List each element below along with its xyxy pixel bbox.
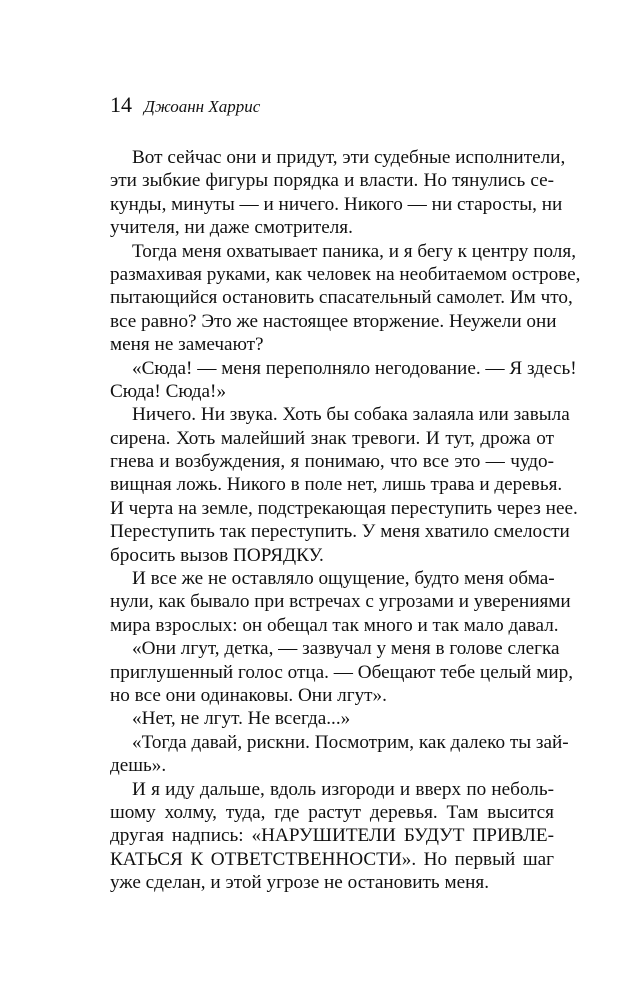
text-line: приглушенный голос отца. — Обещают тебе целый мир,: [110, 661, 574, 683]
text-line: все равно? Это же настоящее вторжение. Неужели они: [110, 310, 557, 332]
text-line: другая надпись: «НАРУШИТЕЛИ БУДУТ ПРИВЛЕ-: [110, 825, 554, 847]
text-line: дешь».: [110, 755, 167, 777]
text-line: Сюда! Сюда!»: [110, 380, 227, 402]
text-line: Ничего. Ни звука. Хоть бы собака залаяла или завыла: [132, 404, 570, 426]
text-line: Вот сейчас они и придут, эти судебные исполнители,: [132, 147, 566, 168]
text-line: «Нет, не лгут. Не всегда...»: [132, 708, 351, 730]
text-line: Тогда меня охватывает паника, и я бегу к центру поля,: [132, 240, 577, 262]
text-line: учителя, ни даже смотрителя.: [110, 217, 353, 239]
text-line: сирена. Хоть малейший знак тревоги. И тут, дрожа от: [110, 427, 554, 449]
text-line: «Тогда давай, рискни. Посмотрим, как далеко ты зай-: [132, 731, 569, 753]
text-line: И черта на земле, подстрекающая переступить через нее.: [110, 497, 578, 519]
page-header: [110, 92, 260, 118]
text-line: эти зыбкие фигуры порядка и власти. Но тянулись се-: [110, 170, 554, 192]
text-line: гнева и возбуждения, я понимаю, что все это — чудо-: [110, 451, 554, 473]
text-line: КАТЬСЯ К ОТВЕТСТВЕННОСТИ». Но первый шаг: [110, 848, 554, 870]
text-line: бросить вызов ПОРЯДКУ.: [110, 544, 324, 566]
text-line: меня не замечают?: [110, 334, 264, 356]
text-line: И все же не оставляло ощущение, будто меня обма-: [132, 568, 555, 590]
running-title: Джоанн Харрис: [144, 97, 261, 116]
text-line: но все они одинаковы. Они лгут».: [110, 684, 387, 706]
text-line: пытающийся остановить спасательный самолет. Им что,: [110, 287, 573, 309]
text-line: «Сюда! — меня переполняло негодование. — Я здесь!: [132, 357, 577, 379]
text-line: размахивая руками, как человек на необитаемом острове,: [110, 263, 581, 285]
text-line: мира взрослых: он обещал так много и так мало давал.: [110, 614, 559, 636]
body-text: [110, 146, 581, 895]
text-line: нули, как бывало при встречах с угрозами и уверениями: [110, 591, 571, 613]
text-line: И я иду дальше, вдоль изгороди и вверх по неболь-: [132, 778, 554, 800]
text-line: «Они лгут, детка, — зазвучал у меня в голове слегка: [132, 638, 560, 660]
text-line: Переступить так переступить. У меня хватило смелости: [110, 521, 570, 543]
page-number: 14: [110, 92, 132, 117]
text-line: кунды, минуты — и ничего. Никого — ни старосты, ни: [110, 193, 563, 215]
text-line: вищная ложь. Никого в поле нет, лишь трава и деревья.: [110, 474, 563, 496]
text-line: уже сделан, и этой угрозе не остановить меня.: [110, 872, 490, 894]
text-line: шому холму, туда, где растут деревья. Там высится: [110, 801, 554, 823]
